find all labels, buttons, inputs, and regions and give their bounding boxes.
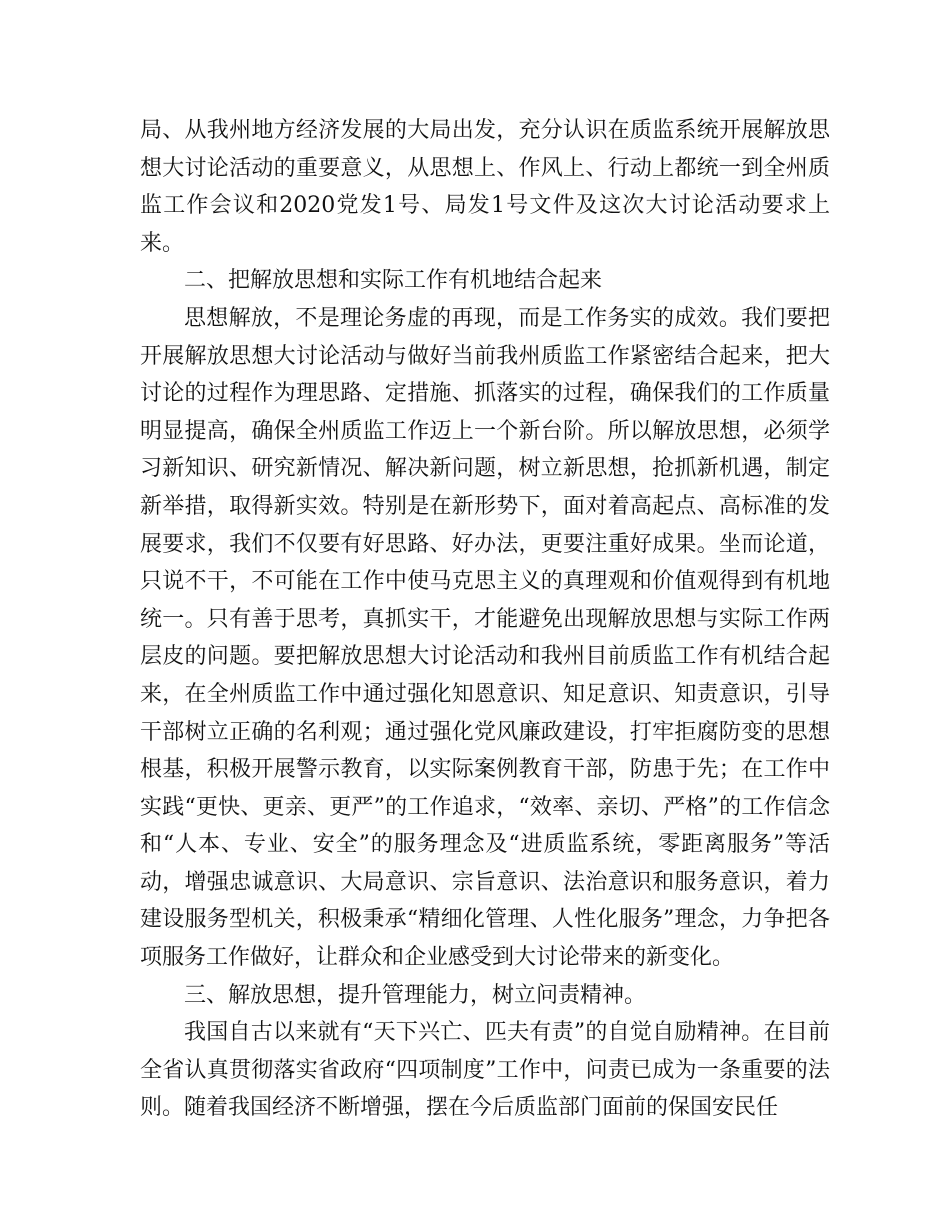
paragraph-continuation: 局、从我州地方经济发展的大局出发，充分认识在质监系统开展解放思想大讨论活动的重要意义，从思想上、作风上、行动上都统一到全州质监工作会议和2020党发1号、局发1号文件及这次大讨论活动要求上来。 [140,118,830,256]
section-heading-three: 三、解放思想，提升管理能力，树立问责精神。 [184,982,647,1008]
section-heading-two: 二、把解放思想和实际工作有机地结合起来 [184,268,603,294]
document-body [140,112,830,1127]
paragraph-body: 思想解放，不是理论务虚的再现，而是工作务实的成效。我们要把开展解放思想大讨论活动与做好当前我州质监工作紧密结合起来，把大讨论的过程作为理思路、定措施、抓落实的过程，确保我们的工作质量明显提高，确保全州质监工作迈上一个新台阶。所以解放思想，必须学习新知识、研究新情况、解决新问题，树立新思想，抢抓新机遇，制定新举措，取得新实效。特别是在新形势下，面对着高起点、高标准的发展要求，我们不仅要有好思路、好办法，更要注重好成果。坐而论道，只说不干，不可能在工作中使马克思主义的真理观和价值观得到有机地统一。只有善于思考，真抓实干，才能避免出现解放思想与实际工作两层皮的问题。要把解放思想大讨论活动和我州目前质监工作有机结合起来，在全州质监工作中通过强化知恩意识、知足意识、知责意识，引导干部树立正确的名利观；通过强化党风廉政建设，打牢拒腐防变的思想根基，积极开展警示教育，以实际案例教育干部，防患于先；在工作中实践“更快、更亲、更严”的工作追求，“效率、亲切、严格”的工作信念和“人本、专业、安全”的服务理念及“进质监系统，零距离服务”等活动，增强忠诚意识、大局意识、宗旨意识、法治意识和服务意识，着力建设服务型机关，积极秉承“精细化管理、人性化服务”理念，力争把各项服务工作做好，让群众和企业感受到大讨论带来的新变化。 [140,305,830,971]
paragraph-body-final: 我国自古以来就有“天下兴亡、匹夫有责”的自觉自励精神。在目前全省认真贯彻落实省政府“四项制度”工作中，问责已成为一条重要的法则。随着我国经济不断增强，摆在今后质监部门面前的保国安民任 [140,1020,830,1121]
